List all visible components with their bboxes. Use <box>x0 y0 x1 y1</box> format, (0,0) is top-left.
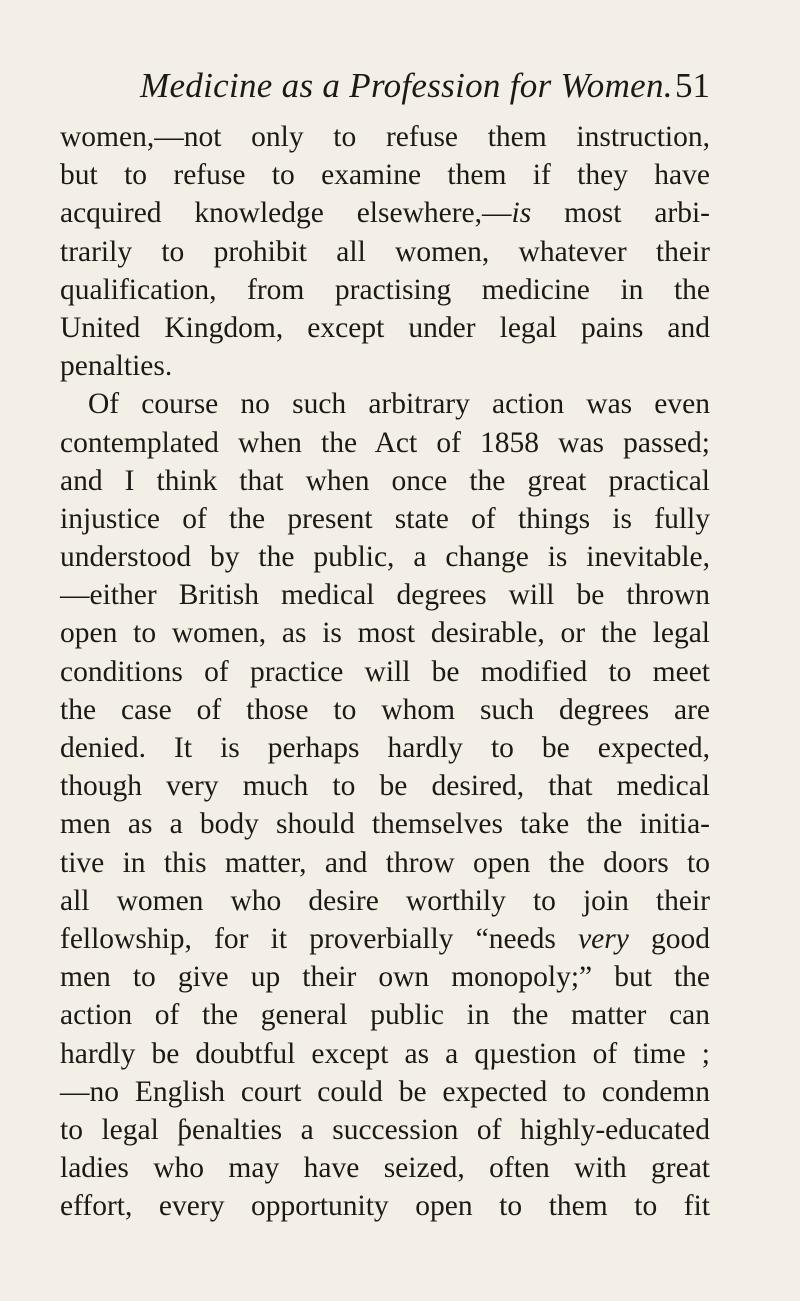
text-line: understood by the public, a change is inevitable, <box>60 541 710 574</box>
text-line: penalties. <box>60 350 173 383</box>
text-line: all women who desire worthily to join their <box>60 884 710 917</box>
text-line: Of course no such arbitrary action was even <box>88 388 710 421</box>
text-line: —no English court could be expected to condemn <box>60 1075 710 1108</box>
text-line: trarily to prohibit all women, whatever their <box>60 235 710 268</box>
running-head <box>140 66 710 116</box>
text-line: denied. It is perhaps hardly to be expected, <box>60 732 710 764</box>
text-line: United Kingdom, except under legal pains and <box>60 311 710 344</box>
text-line: men as a body should themselves take the initia- <box>60 808 710 841</box>
text-line: and I think that when once the great practical <box>60 464 710 497</box>
text-line: to legal ƥenalties a succession of highly-educated <box>60 1113 710 1146</box>
text-line: though very much to be desired, that medical <box>60 770 710 803</box>
italic-word: is <box>511 197 532 230</box>
text-line: action of the general public in the matter can <box>60 999 710 1032</box>
text-line: tive in this matter, and throw open the doors to <box>60 846 710 879</box>
text-line: women,—not only to refuse them instruction, <box>60 121 710 153</box>
page-number: 51 <box>675 66 710 105</box>
text-line: acquired knowledge elsewhere,—is most arbi- <box>60 197 711 230</box>
text-line: effort, every opportunity open to them to fit <box>60 1190 710 1223</box>
text-line: contemplated when the Act of 1858 was passed; <box>60 426 710 459</box>
text-line: qualification, from practising medicine in the <box>60 273 710 306</box>
running-title: Medicine as a Profession for Women. <box>140 66 673 105</box>
text-line: fellowship, for it proverbially “needs very good <box>60 922 711 955</box>
text-line: men to give up their own monopoly;” but the <box>60 961 710 994</box>
text-line: the case of those to whom such degrees are <box>60 693 710 726</box>
text-line: conditions of practice will be modified to meet <box>60 655 710 688</box>
text-line: ladies who may have seized, often with great <box>60 1152 710 1185</box>
text-line: but to refuse to examine them if they have <box>60 159 710 192</box>
italic-word: very <box>578 922 629 955</box>
text-line: —either British medical degrees will be thrown <box>60 579 710 612</box>
body-text <box>60 118 710 1225</box>
text-line: hardly be doubtful except as a qµestion of time ; <box>60 1037 710 1070</box>
text-line: open to women, as is most desirable, or the legal <box>60 617 710 650</box>
text-line: injustice of the present state of things is fully <box>60 502 710 535</box>
